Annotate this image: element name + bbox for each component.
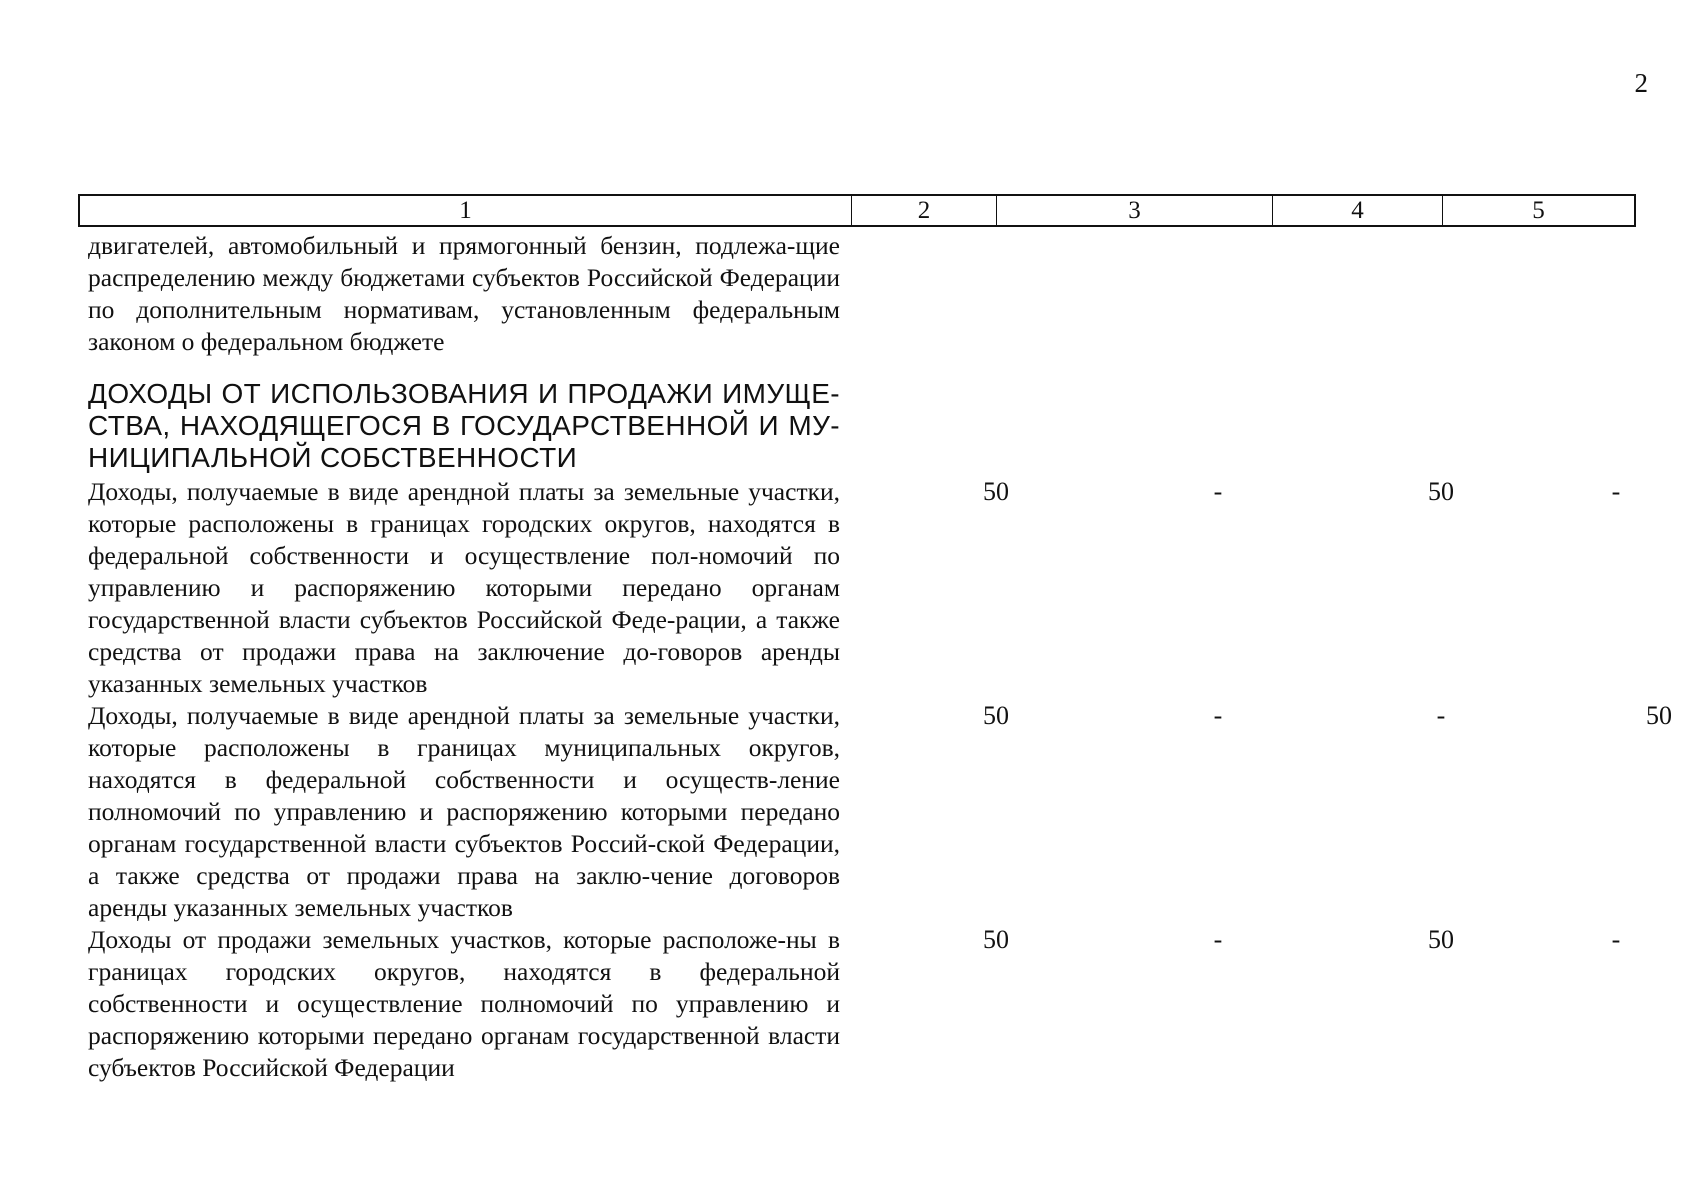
- column-header-1: 1: [80, 196, 852, 225]
- section-title: ДОХОДЫ ОТ ИСПОЛЬЗОВАНИЯ И ПРОДАЖИ ИМУЩЕ-СТВА, НАХОДЯЩЕГОСЯ В ГОСУДАРСТВЕННОЙ И МУ-НИЦИПАЛЬНОЙ СОБСТВЕННОСТИ: [88, 378, 840, 473]
- row-value-col3: -: [1213, 477, 1223, 506]
- table-row: [88, 924, 1648, 1084]
- row-value-col4: -: [1436, 701, 1446, 730]
- column-header-3: 3: [997, 196, 1273, 225]
- row-value-col2: 50: [983, 925, 1009, 954]
- row-value-col5: 50: [1646, 701, 1672, 730]
- row-value-col4: 50: [1428, 477, 1454, 506]
- section-heading-row: [88, 378, 1648, 474]
- continuation-text: двигателей, автомобильный и прямогонный бензин, подлежа-щие распределению между бюджетами субъектов Российской Федерации по дополнительным нормативам, установленным федеральным законом о федеральном бюджете: [88, 231, 840, 356]
- table-row: [88, 476, 1648, 700]
- column-header-5: 5: [1532, 197, 1545, 224]
- column-header-2: 2: [852, 196, 997, 225]
- page-number: 2: [1634, 68, 1648, 98]
- row-value-col2: 50: [983, 701, 1009, 730]
- row-value-col3: -: [1213, 925, 1223, 954]
- row-description: Доходы, получаемые в виде арендной платы за земельные участки, которые расположены в границах муниципальных округов, находятся в федеральной собственности и осуществ-ление полномочий по управлению и распоряжению которыми передано органам государственной власти субъектов Россий-ской Федерации, а также средства от продажи права на заклю-чение договоров аренды указанных земельных участков: [88, 701, 840, 922]
- table-row: [88, 700, 1672, 924]
- row-value-col5: -: [1611, 477, 1621, 506]
- row-value-col4: 50: [1428, 925, 1454, 954]
- row-description: Доходы, получаемые в виде арендной платы за земельные участки, которые расположены в границах городских округов, находятся в федеральной собственности и осуществление пол-номочий по управлению и распоряжению которыми передано органам государственной власти субъектов Российской Феде-рации, а также средства от продажи права на заключение до-говоров аренды указанных земельных участков: [88, 477, 840, 698]
- continuation-row: [88, 230, 1648, 358]
- row-value-col3: -: [1213, 701, 1223, 730]
- row-value-col5: -: [1611, 925, 1621, 954]
- column-header-4: 4: [1273, 196, 1443, 225]
- row-description: Доходы от продажи земельных участков, которые расположе-ны в границах городских округов, находятся в федеральной собственности и осуществление полномочий по управлению и распоряжению которыми передано органам государственной власти субъектов Российской Федерации: [88, 925, 840, 1082]
- table-column-header-row: [78, 194, 1636, 227]
- row-value-col2: 50: [983, 477, 1009, 506]
